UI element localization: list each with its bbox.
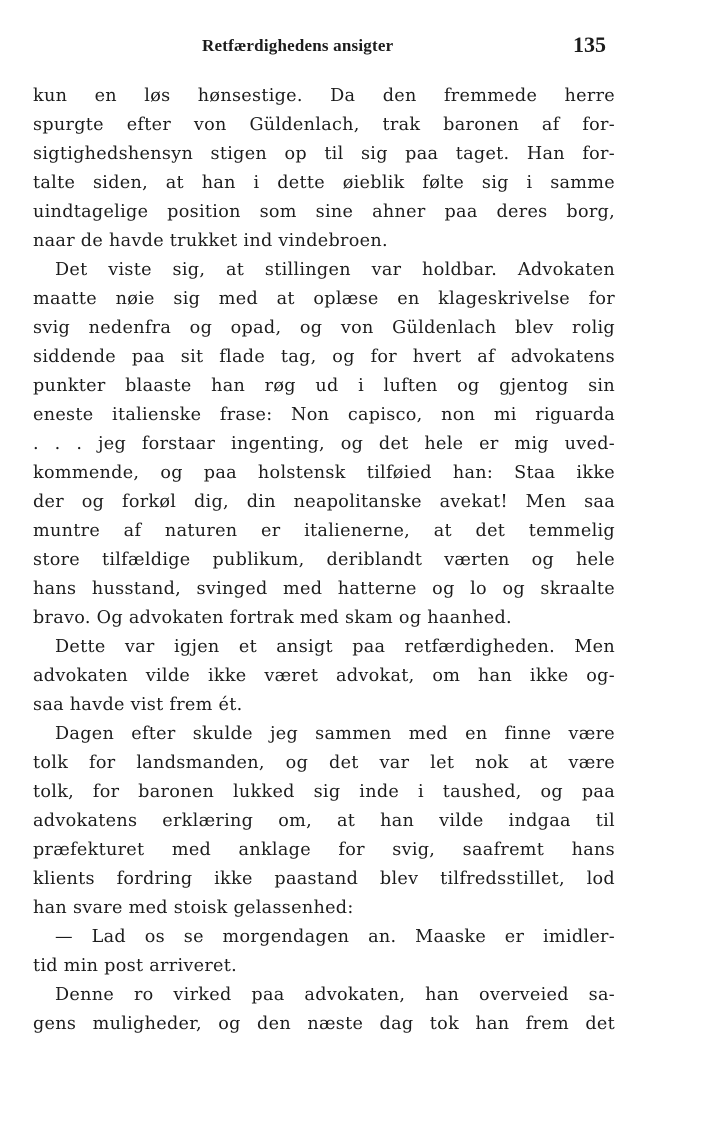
page-number: 135 — [573, 32, 606, 57]
text-line: naar de havde trukket ind vindebroen. — [33, 231, 388, 251]
text-line: svig nedenfra og opad, og von Güldenlach blev rolig — [33, 318, 615, 338]
text-line: kommende, og paa holstensk tilføied han: Staa ikke — [33, 463, 615, 483]
text-line: talte siden, at han i dette øieblik følte sig i samme — [33, 173, 615, 193]
text-line: store tilfældige publikum, deriblandt værten og hele — [33, 550, 615, 570]
text-line: uindtagelige position som sine ahner paa deres borg, — [33, 202, 615, 222]
text-line: Denne ro virked paa advokaten, han overveied sa- — [55, 985, 615, 1005]
text-line: tid min post arriveret. — [33, 956, 238, 976]
text-line: gens muligheder, og den næste dag tok han frem det — [33, 1014, 615, 1034]
text-line: sigtighedshensyn stigen op til sig paa taget. Han for- — [33, 144, 615, 164]
text-line: punkter blaaste han røg ud i luften og gjentog sin — [33, 376, 615, 396]
text-line: Dagen efter skulde jeg sammen med en finne være — [55, 724, 615, 744]
text-line: bravo. Og advokaten fortrak med skam og haanhed. — [33, 608, 512, 628]
text-line: saa havde vist frem ét. — [33, 695, 243, 715]
text-line: eneste italienske frase: Non capisco, non mi riguarda — [33, 405, 615, 425]
text-line: spurgte efter von Güldenlach, trak baronen af for- — [33, 115, 615, 135]
text-line: advokaten vilde ikke været advokat, om han ikke og- — [33, 666, 615, 686]
body-text — [33, 82, 615, 1039]
text-line: præfekturet med anklage for svig, saafremt hans — [33, 840, 615, 860]
text-line: klients fordring ikke paastand blev tilfredsstillet, lod — [33, 869, 615, 889]
text-line: tolk for landsmanden, og det var let nok at være — [33, 753, 615, 773]
text-line: der og forkøl dig, din neapolitanske avekat! Men saa — [33, 492, 615, 512]
text-line: hans husstand, svinged med hatterne og lo og skraalte — [33, 579, 615, 599]
text-line: kun en løs hønsestige. Da den fremmede herre — [33, 86, 615, 106]
text-line: Dette var igjen et ansigt paa retfærdigheden. Men — [55, 637, 615, 657]
text-line: muntre af naturen er italienerne, at det temmelig — [33, 521, 615, 541]
page-header — [62, 32, 606, 60]
text-line: advokatens erklæring om, at han vilde indgaa til — [33, 811, 615, 831]
text-line: han svare med stoisk gelassenhed: — [33, 898, 354, 918]
running-head: Retfærdighedens ansigter — [202, 36, 394, 55]
text-line: . . . jeg forstaar ingenting, og det hele er mig uved- — [33, 434, 615, 454]
text-line: siddende paa sit flade tag, og for hvert af advokatens — [33, 347, 615, 367]
text-line: Det viste sig, at stillingen var holdbar. Advokaten — [55, 260, 615, 280]
text-line: tolk, for baronen lukked sig inde i taushed, og paa — [33, 782, 615, 802]
text-line: — Lad os se morgendagen an. Maaske er imidler- — [55, 927, 615, 947]
text-line: maatte nøie sig med at oplæse en klageskrivelse for — [33, 289, 615, 309]
